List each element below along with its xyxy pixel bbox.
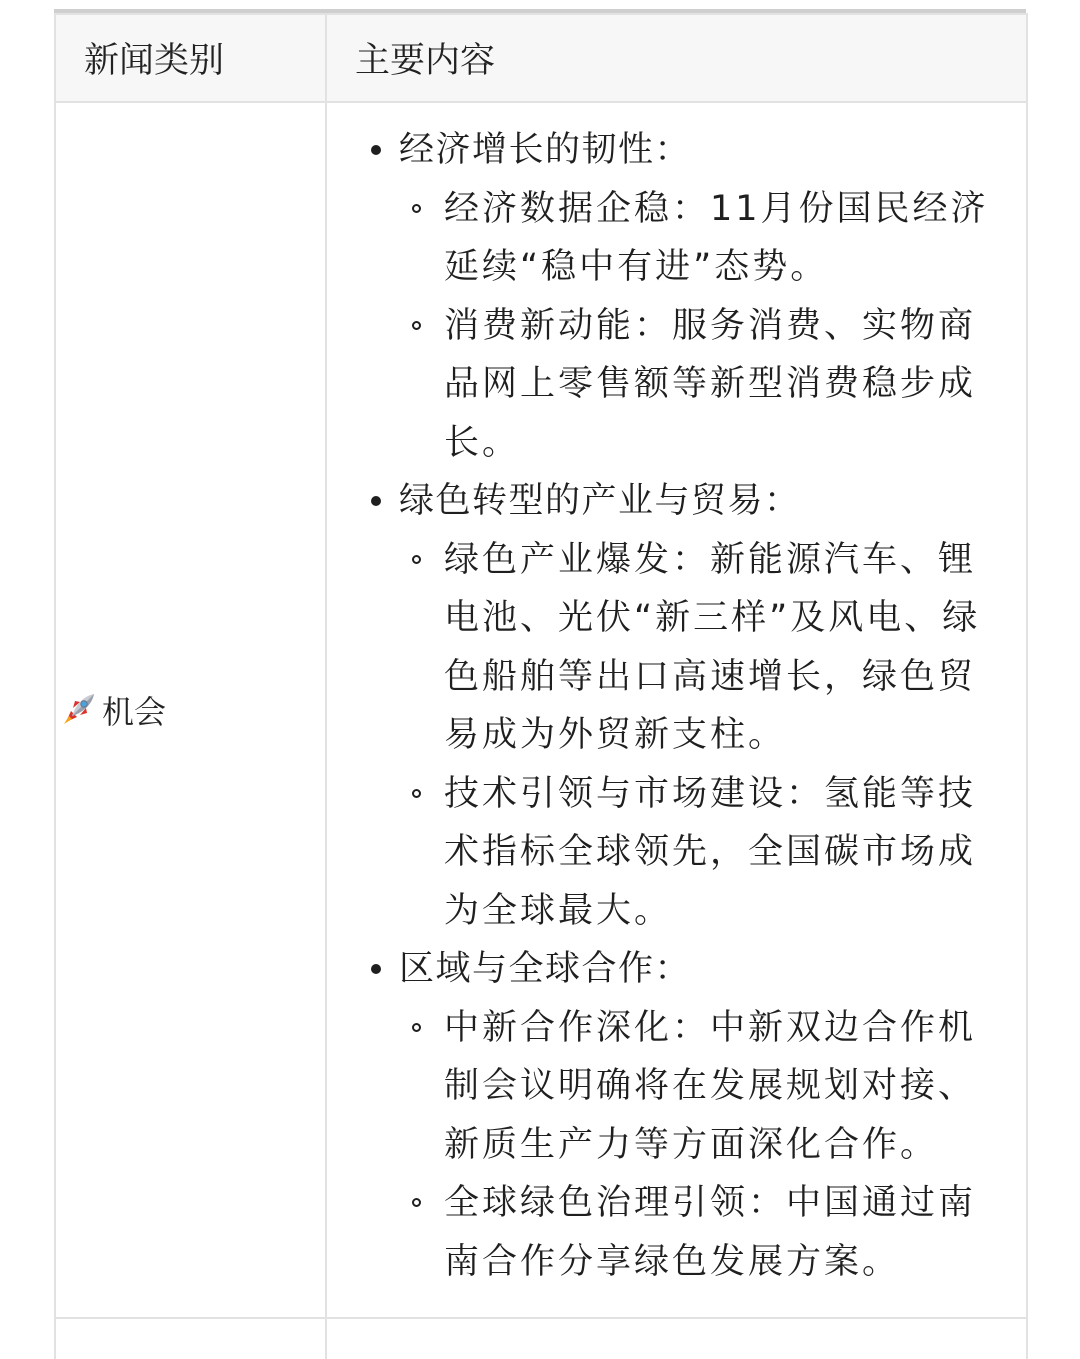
ring-bullet-icon [412,204,421,213]
list-item: 全球绿色治理引领：中国通过南南合作分享绿色发展方案。 [399,1174,1000,1291]
list-item: 技术引领与市场建设：氢能等技术指标全球领先，全国碳市场成为全球最大。 [399,765,1000,941]
list-item [327,472,1000,940]
ring-bullet-icon [412,321,421,330]
sub-list [399,180,1000,473]
table-row [55,102,1027,1318]
bullet-icon [371,964,381,974]
header-content: 主要内容 [326,14,1027,102]
ring-bullet-icon [412,1198,421,1207]
content-cell [326,1318,1027,1359]
category-cell [55,1318,326,1359]
list-item: 中新合作深化：中新双边合作机制会议明确将在发展规划对接、新质生产力等方面深化合作。 [399,999,1000,1175]
rocket-icon [58,690,98,730]
ring-bullet-icon [412,789,421,798]
list-item [327,940,1000,1291]
table-header-row [55,14,1027,102]
category-label: 机会 [102,693,167,731]
sub-list [399,531,1000,941]
list-item: 绿色产业爆发：新能源汽车、锂电池、光伏“新三样”及风电、绿色船舶等出口高速增长，绿色贸易成为外贸新支柱。 [399,531,1000,765]
category-cell [55,102,326,1318]
sub-list [399,999,1000,1292]
list-item: 经济数据企稳：11月份国民经济延续“稳中有进”态势。 [399,180,1000,297]
section-title: 绿色转型的产业与贸易： [399,481,801,521]
news-table-container [54,9,1026,1359]
news-table [54,13,1028,1359]
table-row [55,1318,1027,1359]
content-cell [326,102,1027,1318]
ring-bullet-icon [412,1023,421,1032]
header-category: 新闻类别 [55,14,326,102]
bullet-icon [371,496,381,506]
list-item: 消费新动能：服务消费、实物商品网上零售额等新型消费稳步成长。 [399,297,1000,473]
section-title: 经济增长的韧性： [399,130,692,170]
section-list [327,121,1000,1291]
bullet-icon [371,145,381,155]
list-item [327,121,1000,472]
ring-bullet-icon [412,555,421,564]
section-title: 区域与全球合作： [399,949,692,989]
